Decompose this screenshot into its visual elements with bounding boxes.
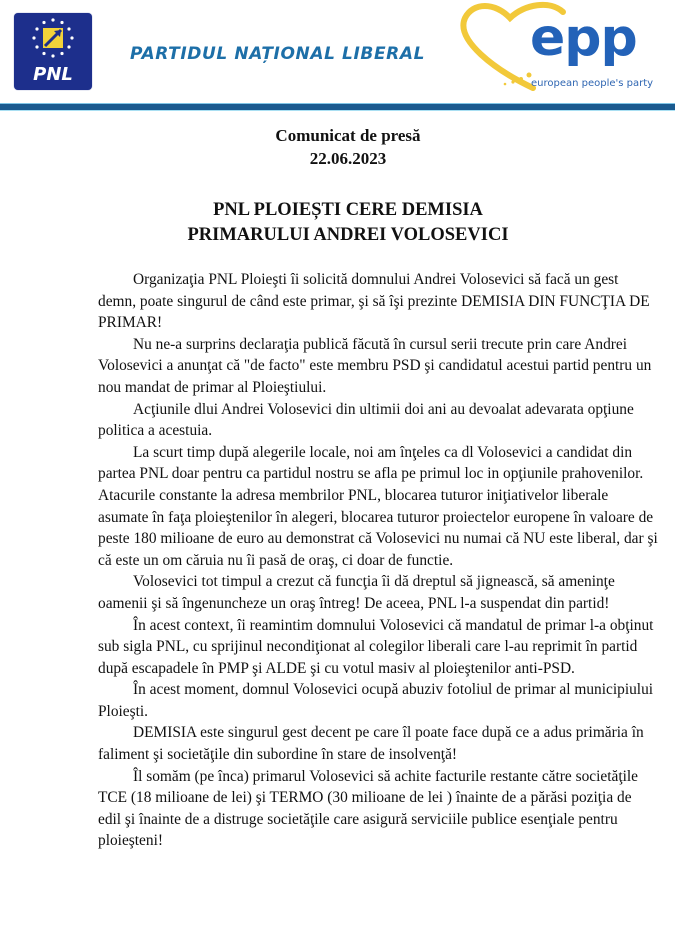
pnl-logo: [14, 13, 92, 90]
paragraph: În acest context, îi reamintim domnului Volosevici că mandatul de primar l-a obţinut sub sigla PNL, cu sprijinul necondiţionat al colegilor liberali care l-au reprimit în partid după escapadele în PMP şi ALDE şi cu votul masiv al ploieştenilor anti-PSD.: [98, 616, 654, 677]
paragraph: Nu ne-a surprins declaraţia publică făcută în cursul serii trecute prin care Andrei Volosevici a anunţat că "de facto" este membru PSD şi candidatul acestui partid pentru un nou mandat de primar al Ploieştiului.: [98, 335, 652, 396]
paragraph: DEMISIA este singurul gest decent pe care îl poate face după ce a adus primăria în faliment şi societăţile din subordine în stare de insolvenţă!: [98, 724, 644, 764]
document-title: [0, 198, 696, 248]
header-divider: [0, 103, 675, 111]
epp-logo-text: epp: [530, 8, 637, 68]
letterhead: [0, 0, 696, 110]
paragraph: Organizaţia PNL Ploieşti îi solicită domnului Andrei Volosevici să facă un gest demn, poate singurul de când este primar, şi să îşi prezinte DEMISIA DIN FUNCŢIA DE PRIMAR!: [98, 271, 650, 332]
paragraph: În acest moment, domnul Volosevici ocupă abuziv fotoliul de primar al municipiului Ploieşti.: [98, 681, 654, 720]
party-name: PARTIDUL NAȚIONAL LIBERAL: [130, 44, 426, 64]
paragraph: Îl somăm (pe înca) primarul Volosevici să achite facturile restante către societăţile TCE (18 milioane de lei) şi TERMO (30 milioane de lei ) înainte de a părăsi poziţia de edil şi înainte de a distruge societăţile care asigură serviciile publice esenţiale pentru ploieşteni!: [98, 767, 638, 850]
title-line: PRIMARULUI ANDREI VOLOSEVICI: [187, 225, 509, 245]
document-body: [98, 269, 658, 852]
title-line: PNL PLOIEȘTI CERE DEMISIA: [213, 200, 483, 220]
pnl-logo-text: PNL: [33, 64, 73, 85]
document-date: 22.06.2023: [309, 149, 387, 168]
epp-tagline: european people's party: [531, 78, 654, 89]
document-kind: Comunicat de presă: [275, 126, 421, 145]
paragraph: Acţiunile dlui Andrei Volosevici din ultimii doi ani au devoalat adevarata opţiune politica a acestuia.: [98, 400, 634, 440]
paragraph: Volosevici tot timpul a crezut că funcţia îi dă dreptul să jignească, să ameninţe oamenii şi să îngenuncheze un oraş întreg! De aceea, PNL l-a suspendat din partid!: [98, 573, 615, 612]
paragraph: La scurt timp după alegerile locale, noi am înţeles ca dl Volosevici a candidat din partea PNL doar pentru ca partidul nostru se afla pe primul loc in opţiunile prahovenilor. Atacurile constante la adresa membrilor PNL, blocarea tuturor iniţiativelor liberale asumate în faţa ploieştenilor în alegeri, blocarea tuturor proiectelor europene în valoare de peste 180 milioane de euro au demonstrat că Volosevici nu numai că NU este liberal, dar şi că este un om căruia nu îi pasă de oraş, ci doar de functie.: [98, 443, 658, 569]
